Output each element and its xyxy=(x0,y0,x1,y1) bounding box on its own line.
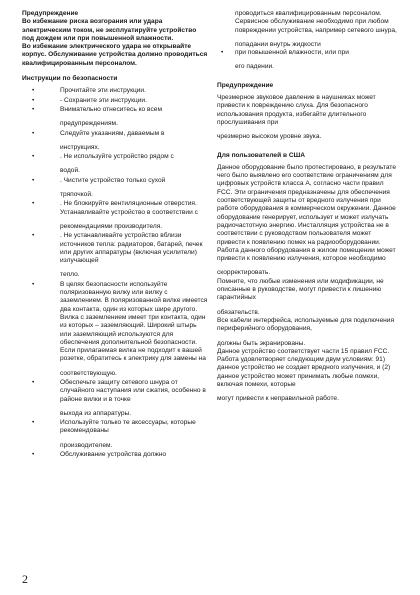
list-item xyxy=(22,106,208,129)
list-item xyxy=(22,379,208,418)
list-item-text: . Не используйте устройство рядом с xyxy=(60,153,174,161)
list-item xyxy=(22,281,208,378)
bullet-icon: • xyxy=(32,232,35,240)
warning-heading: Предупреждение xyxy=(22,10,79,17)
list-item-continuation: выхода из аппаратуры. xyxy=(60,409,132,417)
headphone-warning-heading: Предупреждение xyxy=(217,81,274,89)
bullet-icon: • xyxy=(32,378,35,386)
safety-heading: Инструкции по безопасности xyxy=(22,75,118,83)
headphone-warning-continuation: чрезмерно высоком уровне звука. xyxy=(217,133,322,141)
page-number: 2 xyxy=(22,572,28,586)
bullet-icon: • xyxy=(32,129,35,137)
list-item-continuation: тепло. xyxy=(60,271,80,279)
bullet-icon: • xyxy=(32,176,35,184)
bullet-icon: • xyxy=(32,280,35,288)
bullet-icon: • xyxy=(32,87,35,95)
bullet-icon: • xyxy=(32,105,35,113)
list-item xyxy=(22,97,208,105)
usa-paragraph-2-continuation: обязательств. xyxy=(217,308,260,316)
list-item-continuation: тряпочкой. xyxy=(60,191,93,199)
list-item-text: . Чистите устройство только сухой xyxy=(60,176,166,184)
usa-paragraph-1: Данное оборудование было протестировано, в результате чего было выявлено его соответствие ограничениям для цифровых устройств класса А, согласно части правил FCC. Эти ограничения предназначены для обеспечения соответствующей защиты от вредного излучения при работе оборудования в коммерческом окружении. Данное оборудование генерирует, использует и может излучать радиочастотную энергию. Инсталляция устройства не в соответствии с руководством пользователя может привести к появлению помех на радиооборудовании. Работа данного оборудования в жилом помещении может привести к появлению излучения, которое необходимо xyxy=(217,163,396,263)
bullet-icon: • xyxy=(221,49,224,57)
list-item xyxy=(22,232,208,279)
bullet-icon: • xyxy=(32,153,35,161)
service-liquid-line: попадании внутрь жидкости xyxy=(235,40,321,48)
service-list xyxy=(217,49,397,57)
list-item-text: Обеспечьте защиту сетевого шнура от случайного наступания или сжатия, особенно в районе вилки и в точке xyxy=(60,378,206,403)
service-drop-line: его падении. xyxy=(235,63,275,71)
usa-paragraph-4: Данное устройство соответствует части 15 правил FCC. Работа удовлетворяет следующим двум условиям: 91) данное устройство не создает вредного излучения, и (2) данное устройство может принимать любые помехи, включая помехи, которые xyxy=(217,347,391,388)
list-item-text: Прочитайте эти инструкции. xyxy=(60,87,146,95)
bullet-icon: • xyxy=(32,419,35,427)
usa-paragraph-3: Все кабели интерфейса, используемые для подключения периферийного оборудования, xyxy=(217,316,395,333)
usa-paragraph-1-continuation: скорректировать. xyxy=(217,269,271,277)
list-item xyxy=(22,419,208,450)
headphone-warning-text: Чрезмерное звуковое давление в наушниках может привести к повреждению слуха. Для безопасного использования продукта, избегайте длительного прослушивания при xyxy=(217,94,376,126)
right-column xyxy=(217,10,397,404)
list-item-text: Обслуживание устройства должно xyxy=(60,451,167,459)
list-item-text: Внимательно отнеситесь ко всем xyxy=(60,105,162,113)
list-item-text: Следуйте указаниям, даваемым в xyxy=(60,129,165,137)
list-item xyxy=(22,153,208,176)
list-item-text: Используйте только те аксессуары, которые рекомендованы xyxy=(60,419,196,435)
list-item-continuation: инструкциях. xyxy=(60,143,100,151)
bullet-icon: • xyxy=(32,200,35,208)
left-column xyxy=(22,10,208,460)
warning-text-shock: Во избежание электрического удара не открывайте корпус. Обслуживание устройства должно проводиться квалифицированным персоналом. xyxy=(22,43,208,67)
bullet-icon: • xyxy=(32,96,35,104)
bullet-icon: • xyxy=(32,451,35,459)
warning-text-fire: Во избежание риска возгорания или удара электрическим током, не эксплуатируйте устройство под дождем или при повышенной влажности. xyxy=(22,18,197,42)
list-item xyxy=(22,87,208,95)
list-item-continuation: предупреждениям. xyxy=(60,120,118,128)
list-item-text: при повышенной влажности, или при xyxy=(235,49,349,57)
list-item-text: В целях безопасности используйте поляризованную вилку или вилку с заземлением. В поляризованной вилке имеется два контакта, один из которых шире другого. Вилка с заземлением имеет три контакта, один из которых – заземляющий. Широкий штырь или заземляющий используются для обеспечения дополнительной безопасности. Если прилагаемая вилка не подходит к вашей розетке, обратитесь к электрику для замены на xyxy=(60,280,208,363)
list-item-text: - Сохраните эти инструкции. xyxy=(60,96,147,104)
list-item xyxy=(22,130,208,153)
service-text: проводиться квалифицированным персоналом. Сервисное обслуживание необходимо при любом повреждении устройства, например сетевого шнура, xyxy=(235,10,397,34)
list-item xyxy=(217,49,397,57)
list-item xyxy=(22,177,208,200)
list-item-text: . Не блокируйте вентиляционные отверстия. Устанавливайте устройство в соответствии с xyxy=(60,200,198,216)
list-item-continuation: производителем. xyxy=(60,441,113,449)
usa-heading: Для пользователей в США xyxy=(217,151,306,159)
list-item-continuation: соответствующую. xyxy=(60,369,117,377)
list-item xyxy=(22,200,208,231)
list-item-continuation: водой. xyxy=(60,167,80,175)
usa-paragraph-3-continuation: должны быть экранированы. xyxy=(217,339,306,347)
safety-list xyxy=(22,87,208,459)
list-item-text: . Не устанавливайте устройство вблизи источников тепла: радиаторов, батарей, печек или других аппаратуры (включая усилители) излучающей xyxy=(60,232,203,265)
list-item-continuation: рекомендациями производителя. xyxy=(60,222,163,230)
list-item xyxy=(22,451,208,459)
usa-paragraph-2: Помните, что любые изменения или модификации, не описанные в руководстве, могут привести к лишению гарантийных xyxy=(217,277,384,302)
usa-paragraph-4-continuation: могут привести к неправильной работе. xyxy=(217,395,339,403)
